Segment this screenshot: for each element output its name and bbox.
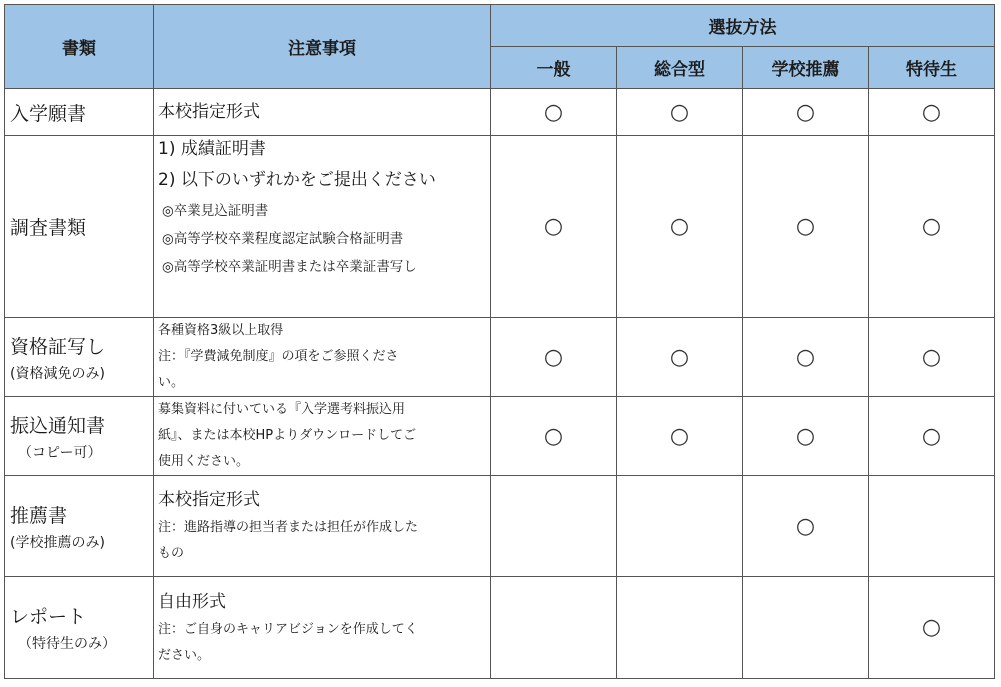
row-category-sub: (学校推薦のみ)	[10, 534, 105, 551]
documents-table	[4, 4, 995, 679]
note-line: 注：進路指導の担当者または担任が作成した	[158, 520, 419, 535]
row-category-name: 入学願書	[10, 102, 87, 125]
row-category	[5, 397, 154, 476]
mark-cell: ○	[869, 318, 995, 397]
row-category-sub: (資格減免のみ)	[10, 365, 105, 382]
row-category-name: 調査書類	[10, 217, 87, 239]
note-line: ◎高等学校卒業証明書または卒業証書写し	[162, 259, 417, 275]
row-notes	[154, 577, 491, 679]
header-methods: 選抜方法	[491, 5, 995, 47]
table-row	[5, 476, 995, 577]
row-category	[5, 136, 154, 318]
mark-cell: ○	[869, 89, 995, 136]
header-method-scholarship: 特待生	[869, 47, 995, 89]
note-line: ◎高等学校卒業程度認定試験合格証明書	[162, 231, 404, 247]
mark-cell: ○	[743, 476, 869, 577]
note-line: 紙』、または本校HPよりダウンロードしてご	[158, 428, 417, 443]
row-notes	[154, 89, 491, 136]
row-notes	[154, 476, 491, 577]
header-method-school-recommendation: 学校推薦	[743, 47, 869, 89]
row-category-name: レポート	[10, 606, 87, 628]
row-category-name: 資格証写し	[10, 335, 106, 358]
note-line: 本校指定形式	[158, 102, 260, 122]
mark-cell: ○	[617, 89, 743, 136]
header-method-general: 一般	[491, 47, 617, 89]
note-line: い。	[158, 375, 185, 390]
mark-cell: ○	[743, 318, 869, 397]
mark-cell: ○	[869, 136, 995, 318]
mark-cell	[617, 476, 743, 577]
header-category: 書類	[5, 5, 154, 89]
table-row	[5, 318, 995, 397]
table-row	[5, 89, 995, 136]
row-category	[5, 89, 154, 136]
row-category	[5, 318, 154, 397]
note-line: 自由形式	[158, 591, 226, 612]
row-notes	[154, 318, 491, 397]
mark-cell	[617, 577, 743, 679]
mark-cell: ○	[491, 397, 617, 476]
table-row	[5, 577, 995, 679]
note-line: 注：『学費減免制度』の項をご参照くださ	[158, 349, 399, 364]
row-category	[5, 476, 154, 577]
header-method-comprehensive: 総合型	[617, 47, 743, 89]
note-line: 各種資格3級以上取得	[158, 323, 284, 338]
row-category-name: 振込通知書	[10, 414, 106, 437]
row-notes	[154, 397, 491, 476]
mark-cell: ○	[617, 136, 743, 318]
note-line: もの	[158, 546, 185, 561]
table-row	[5, 136, 995, 318]
note-line: ◎卒業見込証明書	[162, 203, 269, 219]
mark-cell: ○	[491, 89, 617, 136]
note-line: 1) 成績証明書	[158, 139, 266, 159]
mark-cell: ○	[617, 397, 743, 476]
note-line: 注：ご自身のキャリアビジョンを作成してく	[158, 621, 418, 637]
mark-cell	[743, 577, 869, 679]
mark-cell	[491, 577, 617, 679]
header-notes: 注意事項	[154, 5, 491, 89]
note-line: ださい。	[158, 647, 211, 663]
mark-cell: ○	[491, 136, 617, 318]
mark-cell: ○	[869, 577, 995, 679]
row-category	[5, 577, 154, 679]
mark-cell: ○	[743, 136, 869, 318]
note-line: 2) 以下のいずれかをご提出ください	[158, 170, 436, 190]
mark-cell: ○	[743, 89, 869, 136]
mark-cell	[491, 476, 617, 577]
mark-cell: ○	[491, 318, 617, 397]
note-line: 本校指定形式	[158, 490, 260, 510]
mark-cell: ○	[869, 397, 995, 476]
row-category-name: 推薦書	[10, 504, 68, 527]
mark-cell: ○	[743, 397, 869, 476]
mark-cell: ○	[617, 318, 743, 397]
row-category-sub: （特待生のみ）	[18, 636, 116, 652]
row-notes	[154, 136, 491, 318]
mark-cell	[869, 476, 995, 577]
row-category-sub: （コピー可）	[18, 444, 102, 461]
note-line: 使用ください。	[158, 454, 250, 469]
table-row	[5, 397, 995, 476]
note-line: 募集資料に付いている『入学選考料振込用	[158, 402, 406, 417]
